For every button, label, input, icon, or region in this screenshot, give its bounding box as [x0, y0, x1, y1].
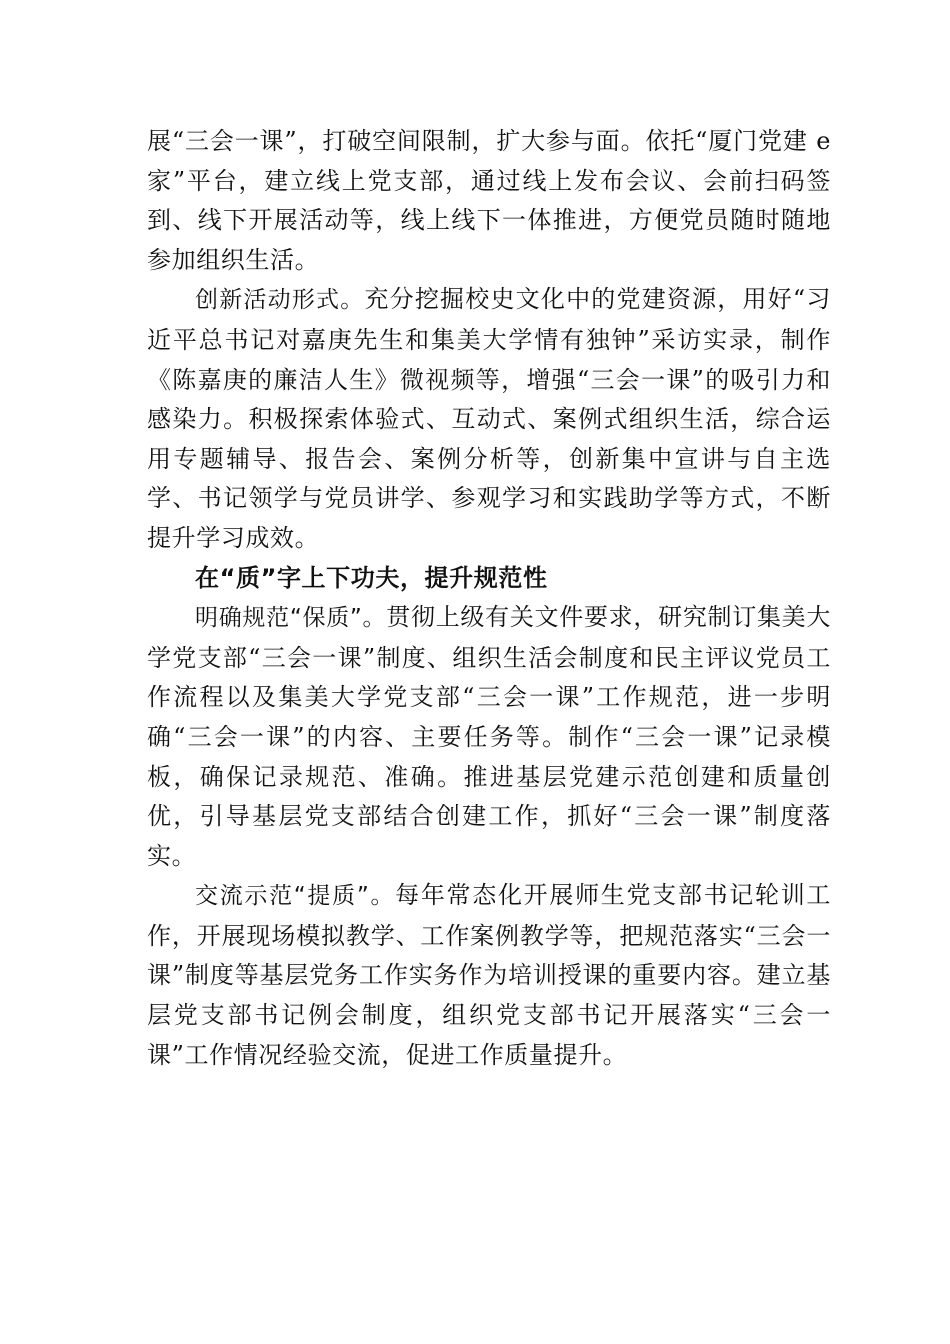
document-body	[147, 122, 831, 1075]
paragraph-text: 贯彻上级有关文件要求，研究制订集美大学党支部“三会一课”制度、组织生活会制度和民主评议党员工作流程以及集美大学党支部“三会一课”工作规范，进一步明确“三会一课”的内容、主要任务等。制作“三会一课”记录模板，确保记录规范、准确。推进基层党建示范创建和质量创优，引导基层党支部结合创建工作，抓好“三会一课”制度落实。	[147, 603, 831, 870]
paragraph-lead: 创新活动形式。	[195, 287, 365, 314]
paragraph-text: 充分挖掘校史文化中的党建资源，用好“习近平总书记对嘉庚先生和集美大学情有独钟”采访实录，制作《陈嘉庚的廉洁人生》微视频等，增强“三会一课”的吸引力和感染力。积极探索体验式、互动式、案例式组织生活，综合运用专题辅导、报告会、案例分析等，创新集中宣讲与自主选学、书记领学与党员讲学、参观学习和实践助学等方式，不断提升学习成效。	[147, 285, 831, 552]
paragraph-standardize	[147, 598, 831, 876]
paragraph-continuation	[147, 122, 831, 280]
paragraph-exchange-demo	[147, 876, 831, 1075]
section-heading-quality: 在“质”字上下功夫，提升规范性	[195, 563, 548, 592]
paragraph-innovate-activity	[147, 280, 831, 558]
paragraph-text: 展“三会一课”，打破空间限制，扩大参与面。依托“厦门党建 e 家”平台，建立线上党支部，通过线上发布会议、会前扫码签到、线下开展活动等，线上线下一体推进，方便党员随时随地参加组织生活。	[147, 127, 831, 274]
paragraph-lead: 交流示范“提质”。	[195, 883, 396, 910]
paragraph-lead: 明确规范“保质”。	[195, 605, 387, 632]
paragraph-text: 每年常态化开展师生党支部书记轮训工作，开展现场模拟教学、工作案例教学等，把规范落实“三会一课”制度等基层党务工作实务作为培训授课的重要内容。建立基层党支部书记例会制度，组织党支部书记开展落实“三会一课”工作情况经验交流，促进工作质量提升。	[147, 881, 831, 1069]
